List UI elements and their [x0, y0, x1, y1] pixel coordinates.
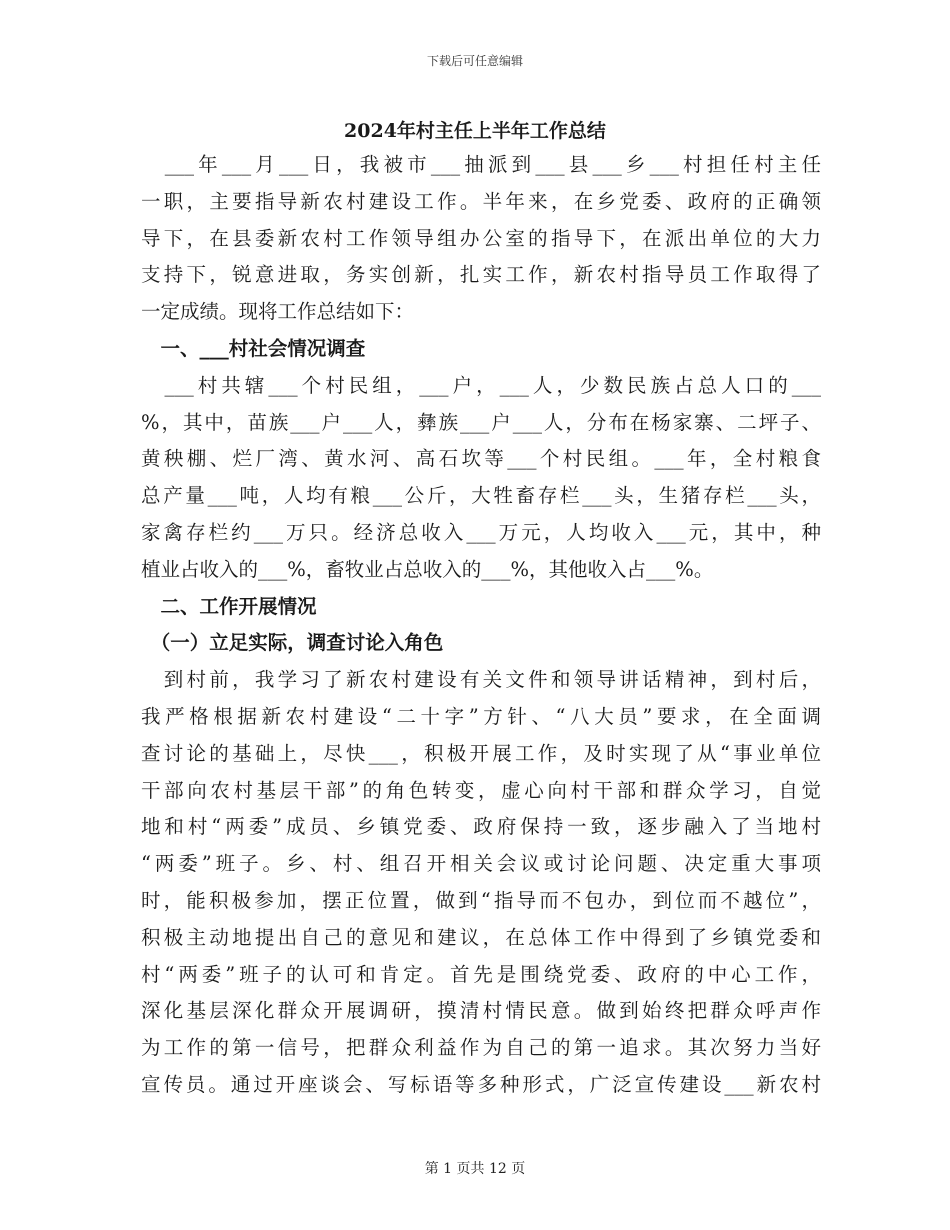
- section-heading: 一、___村社会情况调查: [141, 336, 366, 360]
- section-heading: （一）立足实际，调查讨论入角色: [141, 631, 444, 655]
- body-text-line: 到村前，我学习了新农村建设有关文件和领导讲话精神，到村后，: [141, 668, 821, 692]
- body-text-line: 支持下，锐意进取，务实创新，扎实工作，新农村指导员工作取得了: [141, 263, 821, 287]
- body-text-line: 查讨论的基础上，尽快___，积极开展工作，及时实现了从“事业单位: [141, 741, 821, 765]
- section-heading: 二、工作开展情况: [141, 594, 317, 618]
- body-text-line: 黄秧棚、烂厂湾、黄水河、高石坎等___个村民组。___年，全村粮食: [141, 447, 821, 471]
- document-title: 2024年村主任上半年工作总结: [344, 120, 606, 142]
- body-text-line: 总产量___吨，人均有粮___公斤，大牲畜存栏___头，生猪存栏___头，: [141, 484, 821, 508]
- body-text-line: ___年___月___日，我被市___抽派到___县___乡___村担任村主任: [141, 153, 821, 176]
- body-text-line: 家禽存栏约___万只。经济总收入___万元，人均收入___元，其中，种: [141, 520, 821, 544]
- body-text-line: 深化基层深化群众开展调研，摸清村情民意。做到始终把群众呼声作: [141, 999, 821, 1023]
- body-text-line: %，其中，苗族___户___人，彝族___户___人，分布在杨家寨、二坪子、: [141, 410, 821, 434]
- body-text-line: 植业占收入的___%，畜牧业占总收入的___%，其他收入占___%。: [141, 557, 714, 581]
- body-text-line: 地和村“两委”成员、乡镇党委、政府保持一致，逐步融入了当地村: [141, 815, 821, 839]
- body-text-line: 一定成绩。现将工作总结如下：: [141, 300, 415, 324]
- body-text-line: ___村共辖___个村民组，___户，___人，少数民族占总人口的___: [141, 373, 821, 397]
- body-text-line: “两委”班子。乡、村、组召开相关会议或讨论问题、决定重大事项: [141, 852, 821, 876]
- page-footer-number: 第 1 页共 12 页: [424, 1161, 526, 1177]
- page-header-note: 下载后可任意编辑: [426, 54, 523, 68]
- body-text-line: 村“两委”班子的认可和肯定。首先是围绕党委、政府的中心工作，: [141, 962, 821, 986]
- body-text-line: 时，能积极参加，摆正位置，做到“指导而不包办，到位而不越位”，: [141, 888, 821, 912]
- body-text-line: 我严格根据新农村建设“二十字”方针、“八大员”要求，在全面调: [141, 704, 821, 728]
- body-text-line: 为工作的第一信号，把群众利益作为自己的第一追求。其次努力当好: [141, 1036, 821, 1060]
- document-body: [141, 147, 821, 1104]
- body-text-line: 一职，主要指导新农村建设工作。半年来，在乡党委、政府的正确领: [141, 189, 821, 213]
- body-text-line: 干部向农村基层干部”的角色转变，虚心向村干部和群众学习，自觉: [141, 778, 821, 802]
- body-text-line: 积极主动地提出自己的意见和建议，在总体工作中得到了乡镇党委和: [141, 925, 821, 949]
- body-text-line: 宣传员。通过开座谈会、写标语等多种形式，广泛宣传建设___新农村: [141, 1072, 821, 1096]
- body-text-line: 导下，在县委新农村工作领导组办公室的指导下，在派出单位的大力: [141, 226, 821, 250]
